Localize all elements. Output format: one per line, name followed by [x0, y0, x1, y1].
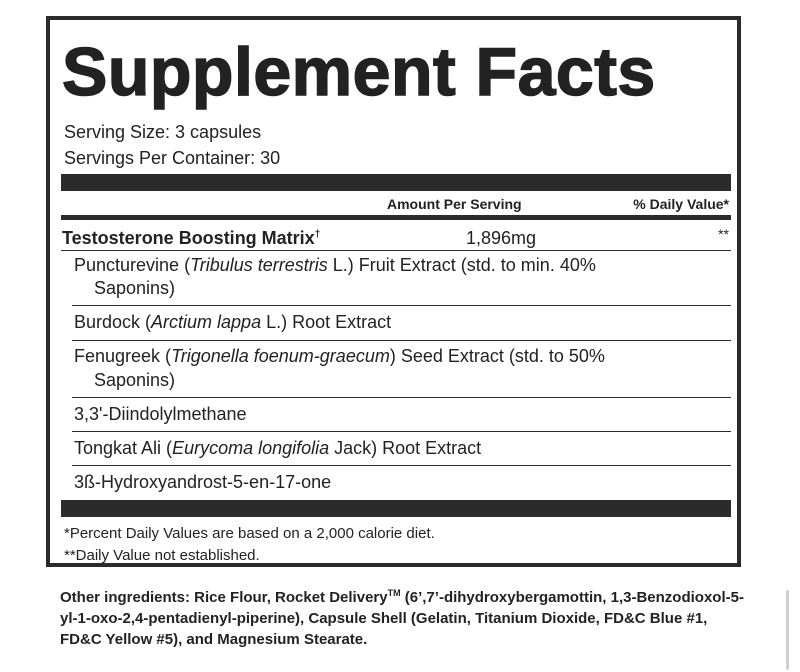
servings-per-container: Servings Per Container: 30 — [64, 148, 281, 168]
ingredient-burdock — [74, 312, 391, 333]
dagger-mark: † — [314, 229, 321, 240]
row-divider — [72, 397, 731, 398]
row-divider — [61, 250, 731, 251]
ingredient-puncturevine — [74, 255, 596, 276]
ingredient-puncturevine-line2: Saponins) — [94, 278, 176, 298]
matrix-name — [62, 228, 320, 249]
ingredient-text: Fenugreek ( — [74, 346, 172, 366]
ingredient-text: L.) Fruit Extract (std. to min. 40% — [327, 255, 596, 275]
medium-divider — [61, 215, 731, 220]
daily-value-header: % Daily Value* — [633, 196, 729, 212]
ingredient-diindolylmethane: 3,3'-Diindolylmethane — [74, 404, 247, 424]
amount-per-serving-header: Amount Per Serving — [387, 196, 522, 212]
ingredient-tongkat-ali — [74, 438, 481, 459]
row-divider — [72, 465, 731, 466]
ingredient-text: Jack) Root Extract — [329, 438, 482, 458]
supplement-facts-panel — [46, 16, 741, 567]
thick-divider-bottom — [61, 500, 731, 517]
matrix-label: Testosterone Boosting Matrix — [62, 228, 315, 248]
row-divider — [72, 340, 731, 341]
row-divider — [72, 305, 731, 306]
other-ingredients-text: Other ingredients: Rice Flour, Rocket Delivery — [60, 589, 388, 606]
latin-name: Eurycoma longifolia — [172, 438, 330, 458]
ingredient-text: ) Seed Extract (std. to 50% — [389, 346, 605, 366]
ingredient-text: Tongkat Ali ( — [74, 438, 173, 458]
matrix-amount: 1,896mg — [466, 228, 537, 248]
footnote-not-established: **Daily Value not established. — [64, 547, 260, 564]
scrollbar[interactable] — [786, 590, 789, 670]
other-ingredients — [60, 583, 750, 650]
serving-size: Serving Size: 3 capsules — [64, 122, 262, 142]
row-divider — [72, 431, 731, 432]
footnote-percent-dv: *Percent Daily Values are based on a 2,000 calorie diet. — [64, 525, 435, 542]
latin-name: Arctium lappa — [151, 312, 262, 332]
latin-name: Tribulus terrestris — [190, 255, 328, 275]
ingredient-text: Puncturevine ( — [74, 255, 191, 275]
thick-divider-top — [61, 174, 731, 191]
ingredient-text: L.) Root Extract — [261, 312, 392, 332]
ingredient-fenugreek-line2: Saponins) — [94, 370, 176, 390]
other-ingredients-text: (6’,7’-dihydroxybergamottin, 1,3-Benzodioxol-5-yl-1-oxo-2,4-pentadienyl-piperine), Capsule Shell (Gelatin, Titanium Dioxide, FD&C Blue #1, FD&C Yellow #5), and Magnesium Stearate. — [60, 589, 744, 648]
panel-title: Supplement Facts — [62, 34, 656, 110]
matrix-daily-value: ** — [718, 226, 729, 242]
ingredient-fenugreek — [74, 346, 605, 367]
ingredient-hydroxyandrostenone: 3ß-Hydroxyandrost-5-en-17-one — [74, 472, 332, 492]
latin-name: Trigonella foenum-graecum — [171, 346, 390, 366]
trademark-mark: TM — [387, 588, 401, 598]
ingredient-text: Burdock ( — [74, 312, 152, 332]
